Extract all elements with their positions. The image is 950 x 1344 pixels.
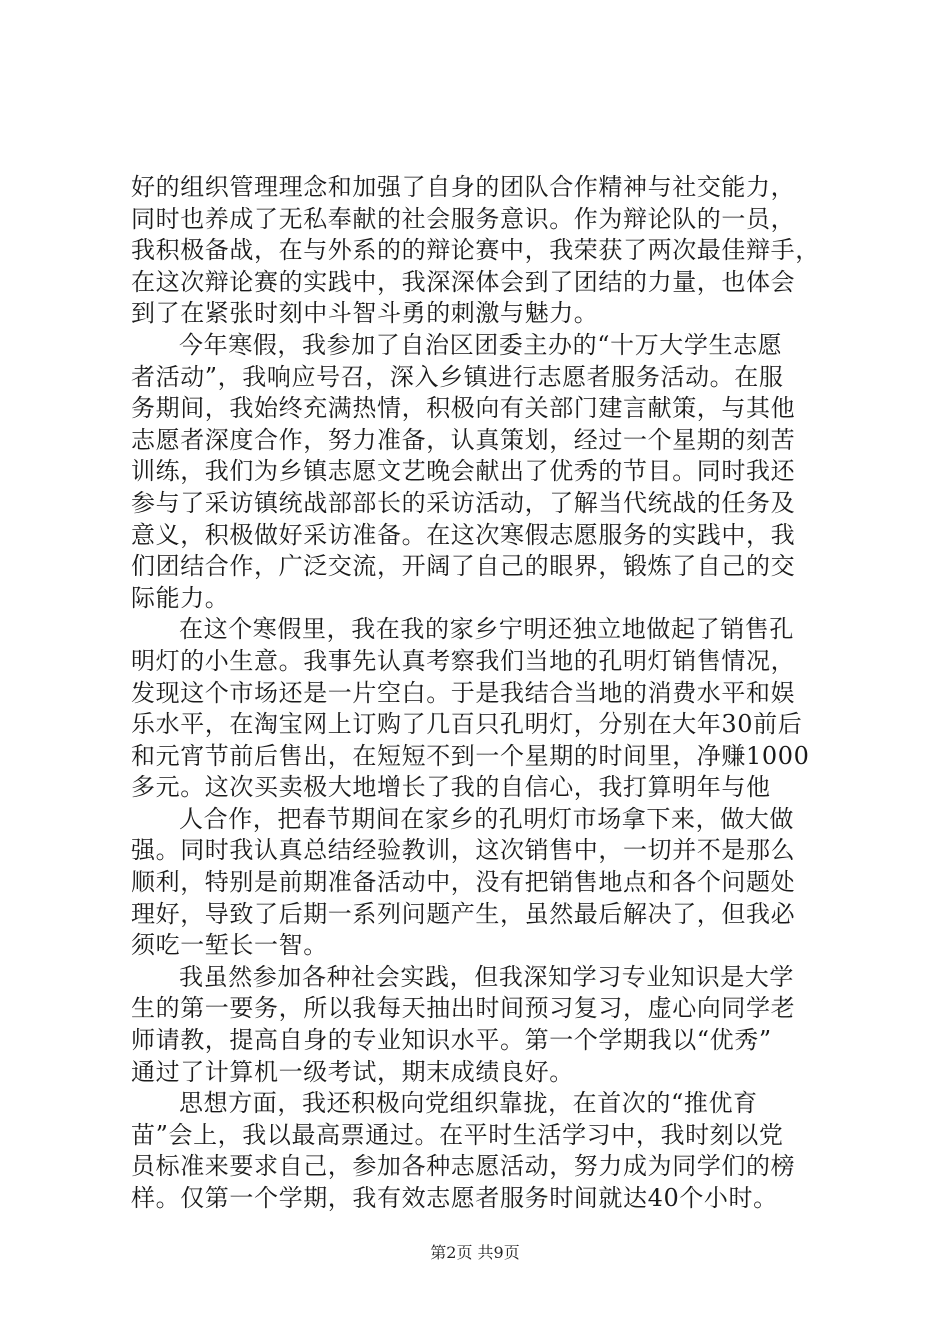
text-line: 们团结合作，广泛交流，开阔了自己的眼界，锻炼了自己的交 [131,552,796,581]
document-body [131,172,831,1215]
text-line: 乐水平，在淘宝网上订购了几百只孔明灯，分别在大年30前后 [131,710,803,739]
text-line: 强。同时我认真总结经验教训，这次销售中，一切并不是那么 [131,836,796,865]
text-line: 务期间，我始终充满热情，积极向有关部门建言献策，与其他 [131,394,796,423]
text-line: 际能力。 [131,583,230,612]
text-line: 发现这个市场还是一片空白。于是我结合当地的消费水平和娱 [131,678,796,707]
text-line: 参与了采访镇统战部部长的采访活动，了解当代统战的任务及 [131,488,796,517]
text-line: 通过了计算机一级考试，期末成绩良好。 [131,1057,574,1086]
text-line: 到了在紧张时刻中斗智斗勇的刺激与魅力。 [131,299,599,328]
text-line: 训练，我们为乡镇志愿文艺晚会献出了优秀的节目。同时我还 [131,457,796,486]
text-line: 和元宵节前后售出，在短短不到一个星期的时间里，净赚1000 [131,741,810,770]
text-line: 我虽然参加各种社会实践，但我深知学习专业知识是大学 [179,962,794,991]
text-line: 生的第一要务，所以我每天抽出时间预习复习，虚心向同学老 [131,994,796,1023]
text-line: 意义，积极做好采访准备。在这次寒假志愿服务的实践中，我 [131,520,796,549]
text-line: 好的组织管理理念和加强了自身的团队合作精神与社交能力， [131,173,796,201]
text-line: 在这个寒假里，我在我的家乡宁明还独立地做起了销售孔 [179,615,794,644]
text-line: 同时也养成了无私奉献的社会服务意识。作为辩论队的一员， [131,204,796,233]
text-line: 员标准来要求自己，参加各种志愿活动，努力成为同学们的榜 [131,1152,796,1181]
text-line: 者活动”，我响应号召，深入乡镇进行志愿者服务活动。在服 [131,362,784,391]
text-line: 志愿者深度合作，努力准备，认真策划，经过一个星期的刻苦 [131,425,796,454]
text-line: 人合作，把春节期间在家乡的孔明灯市场拿下来，做大做 [179,804,794,833]
text-line: 顺利，特别是前期准备活动中，没有把销售地点和各个问题处 [131,868,796,897]
text-line: 今年寒假，我参加了自治区团委主办的“十万大学生志愿 [179,330,783,359]
text-line: 苗”会上，我以最高票通过。在平时生活学习中，我时刻以党 [131,1120,784,1149]
text-line: 理好，导致了后期一系列问题产生，虽然最后解决了，但我必 [131,899,796,928]
text-line: 师请教，提高自身的专业知识水平。第一个学期我以“优秀” [131,1026,772,1055]
text-line: 我积极备战，在与外系的的辩论赛中，我荣获了两次最佳辩手， [131,236,820,265]
text-line: 样。仅第一个学期，我有效志愿者服务时间就达40个小时。 [131,1184,778,1212]
text-line: 多元。这次买卖极大地增长了我的自信心，我打算明年与他 [131,773,771,802]
text-line: 在这次辩论赛的实践中，我深深体会到了团结的力量，也体会 [131,267,796,296]
text-line: 明灯的小生意。我事先认真考察我们当地的孔明灯销售情况， [131,646,796,675]
page-footer: 第2页 共9页 [430,1243,520,1262]
text-line: 思想方面，我还积极向党组织靠拢，在首次的“推优育 [179,1089,758,1118]
text-line: 须吃一堑长一智。 [131,931,328,960]
